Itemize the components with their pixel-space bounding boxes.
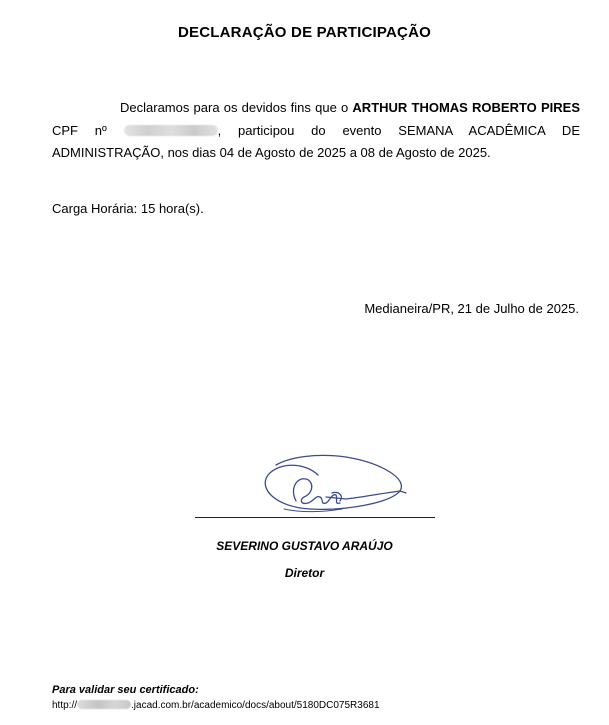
signature-line: [195, 517, 435, 518]
cpf-redacted: [124, 125, 218, 136]
participant-name: ARTHUR THOMAS ROBERTO PIRES: [352, 100, 580, 115]
workload-text: Carga Horária: 15 hora(s).: [52, 201, 204, 216]
validation-url: [52, 700, 380, 711]
declaration-paragraph: [52, 97, 580, 165]
signer-role: Diretor: [284, 566, 325, 580]
validation-label: Para validar seu certificado:: [52, 684, 199, 696]
validation-url-suffix: .jacad.com.br/academico/docs/about/5180DC075R3681: [131, 700, 380, 711]
declaration-intro: Declaramos para os devidos fins que o: [120, 100, 353, 115]
signer-name: SEVERINO GUSTAVO ARAÚJO: [216, 539, 393, 553]
place-date: Medianeira/PR, 21 de Julho de 2025.: [364, 301, 579, 316]
cpf-label: CPF nº: [52, 122, 124, 138]
url-redacted: [77, 700, 131, 709]
document-title: DECLARAÇÃO DE PARTICIPAÇÃO: [178, 24, 431, 41]
declaration-event-text: , participou do evento SEMANA ACADÊMICA DE ADMINISTRAÇÃO, nos dias 04 de Agosto de 2025 a 08 de Agosto de 2025.: [52, 122, 580, 160]
validation-url-prefix: http://: [52, 700, 78, 711]
signature-image: [254, 449, 414, 521]
